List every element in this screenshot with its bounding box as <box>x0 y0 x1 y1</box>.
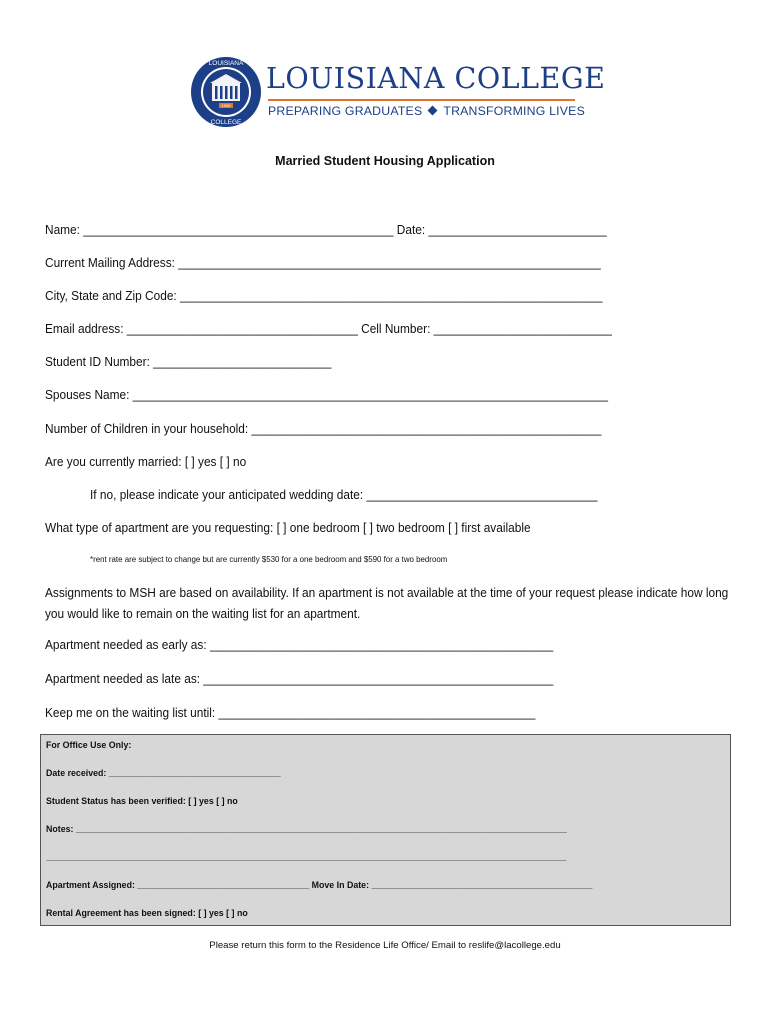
college-seal-icon <box>190 56 262 128</box>
notes-continuation-line[interactable]: __________________________________________________________________________________________________________ <box>46 852 567 863</box>
college-logo <box>190 56 606 136</box>
apartment-assigned-field[interactable]: Apartment Assigned: ___________________________________ Move In Date: _____________________________________________ <box>46 880 593 891</box>
apartment-type-row[interactable]: What type of apartment are you requesting: [ ] one bedroom [ ] two bedroom [ ] first available <box>45 520 531 535</box>
footer-note: Please return this form to the Residence Life Office/ Email to reslife@lacollege.edu <box>209 940 561 951</box>
children-count-field[interactable]: Number of Children in your household: _____________________________________________________ <box>45 421 602 436</box>
seal-year: 1906 <box>221 103 231 108</box>
office-heading: For Office Use Only: <box>46 740 132 751</box>
brand-divider <box>268 99 575 101</box>
married-checkbox-row[interactable]: Are you currently married: [ ] yes [ ] no <box>45 454 247 469</box>
status-verified-row[interactable]: Student Status has been verified: [ ] yes [ ] no <box>46 796 238 807</box>
city-state-zip-field[interactable]: City, State and Zip Code: ________________________________________________________________ <box>45 288 603 303</box>
name-date-field[interactable]: Name: _______________________________________________ Date: ___________________________ <box>45 222 607 237</box>
office-use-box <box>40 734 731 926</box>
seal-top-text: LOUISIANA <box>208 60 244 67</box>
wedding-date-field[interactable]: If no, please indicate your anticipated wedding date: ___________________________________ <box>90 487 598 502</box>
mailing-address-field[interactable]: Current Mailing Address: ________________________________________________________________ <box>45 255 601 270</box>
email-cell-field[interactable]: Email address: ___________________________________ Cell Number: ___________________________ <box>45 321 612 336</box>
assignments-paragraph: Assignments to MSH are based on availability. If an apartment is not available at the time of your request please indicate how long you would like to remain on the waiting list for an apartment. <box>45 585 729 621</box>
rental-agreement-row[interactable]: Rental Agreement has been signed: [ ] yes [ ] no <box>46 908 248 919</box>
document-title: Married Student Housing Application <box>275 154 495 168</box>
tagline-left: PREPARING GRADUATES <box>268 104 423 118</box>
tagline-right: TRANSFORMING LIVES <box>443 104 585 118</box>
date-received-field[interactable]: Date received: ___________________________________ <box>46 768 281 779</box>
early-date-field[interactable]: Apartment needed as early as: ____________________________________________________ <box>45 637 554 652</box>
waiting-list-field[interactable]: Keep me on the waiting list until: ________________________________________________ <box>45 705 536 720</box>
seal-bottom-text: COLLEGE <box>210 119 242 126</box>
rent-note: *rent rate are subject to change but are currently $530 for a one bedroom and $590 for a two bedroom <box>90 554 448 564</box>
student-id-field[interactable]: Student ID Number: ___________________________ <box>45 354 332 369</box>
late-date-field[interactable]: Apartment needed as late as: _____________________________________________________ <box>45 671 554 686</box>
college-tagline <box>268 104 585 118</box>
college-name: LOUISIANA COLLEGE <box>266 62 606 95</box>
spouse-name-field[interactable]: Spouses Name: ________________________________________________________________________ <box>45 387 609 402</box>
notes-field[interactable]: Notes: ____________________________________________________________________________________________________ <box>46 824 567 835</box>
diamond-icon <box>428 106 438 116</box>
